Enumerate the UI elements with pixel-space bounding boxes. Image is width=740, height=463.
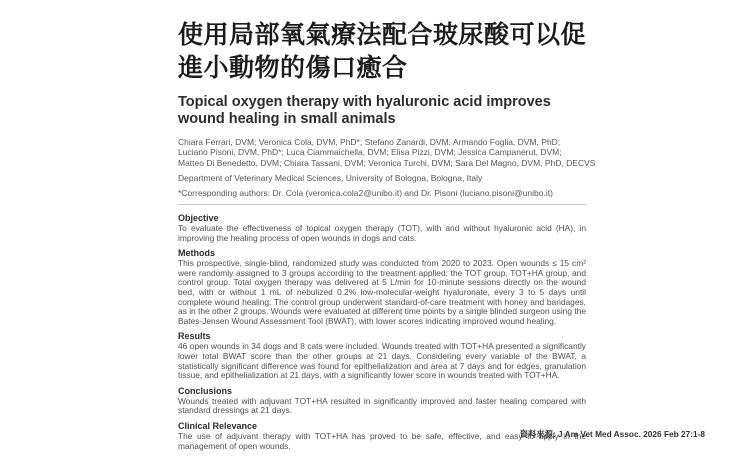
corresponding-authors-line: *Corresponding authors: Dr. Cola (veronica.cola2@unibo.it) and Dr. Pisoni (luciano.pisoni@unibo.it) xyxy=(178,187,553,198)
section-heading: Objective xyxy=(178,213,219,224)
section-objective xyxy=(178,213,586,243)
author-block xyxy=(178,137,596,168)
section-body: 46 open wounds in 34 dogs and 8 cats were included. Wounds treated with TOT+HA presented a significantly lower total BWAT score than the other groups at 21 days. Considering every variable of the BWAT, a statistically significant difference was found for epithelialization and area at 7 days and for edges, granulation tissue, and epithelialization at 21 days, with a significantly lower score in wounds treated with TOT+HA. xyxy=(178,341,586,381)
section-body: To evaluate the effectiveness of topical oxygen therapy (TOT), with and without hyaluronic acid (HA), in improving the healing process of open wounds in dogs and cats. xyxy=(178,223,586,243)
section-heading: Clinical Relevance xyxy=(178,420,258,431)
section-body: The use of adjuvant therapy with TOT+HA has proved to be safe, effective, and easy to apply in the management of open wounds. xyxy=(178,430,586,451)
section-heading: Methods xyxy=(178,248,215,259)
source-citation: 資料來源: J Am Vet Med Assoc. 2026 Feb 27:1-8 xyxy=(519,429,705,439)
section-results xyxy=(178,331,586,380)
author-line: Chiara Ferrari, DVM; Veronica Cola, DVM, PhD*; Stefano Zanardi, DVM; Armando Foglia, DVM, PhD; xyxy=(178,137,561,147)
affiliation-line: Department of Veterinary Medical Sciences, University of Bologna, Bologna, Italy xyxy=(178,173,483,184)
section-body: Wounds treated with adjuvant TOT+HA resulted in significantly improved and faster healing compared with standard dressings at 21 days. xyxy=(178,395,586,416)
author-line: Matteo Di Benedetto, DVM; Chiara Tassani, DVM; Veronica Turchi, DVM; Sara Del Magno, DVM, PhD, DECVS xyxy=(178,157,596,168)
paper-title: Topical oxygen therapy with hyaluronic acid improves wound healing in small animals xyxy=(178,94,551,127)
section-heading: Conclusions xyxy=(178,385,233,396)
chinese-headline: 使用局部氧氣療法配合玻尿酸可以促進小動物的傷口癒合 xyxy=(178,21,587,82)
abstract-content xyxy=(178,19,596,451)
section-conclusions xyxy=(178,386,586,416)
section-divider xyxy=(178,204,586,205)
section-heading: Results xyxy=(178,331,211,342)
author-line: Luciano Pisoni, DVM, PhD*; Luca Ciammaichella, DVM; Elisa Pizzi, DVM; Jessica Campanerut, DVM; xyxy=(178,147,562,158)
section-methods xyxy=(178,248,586,326)
section-body: This prospective, single-blind, randomized study was conducted from 2020 to 2023. Open wounds ≤ 15 cm² were randomly assigned to 3 groups according to the treatment applied: the TOT group, TOT+HA group, and control group. Total oxygen therapy was delivered at 5 L/min for 10-minute sessions directly on the wound bed, with or without 1 mL of nebulized 0.2% low-molecular-weight hyaluronate, every 3 to 5 days until complete wound healing. The control group underwent standard-of-care treatment with honey and bandages, as in the other 2 groups. Wounds were evaluated at different time points by a single blinded surgeon using the Bates-Jensen Wound Assessment Tool (BWAT), with lower scores indicating improved wound healing. xyxy=(178,258,586,326)
